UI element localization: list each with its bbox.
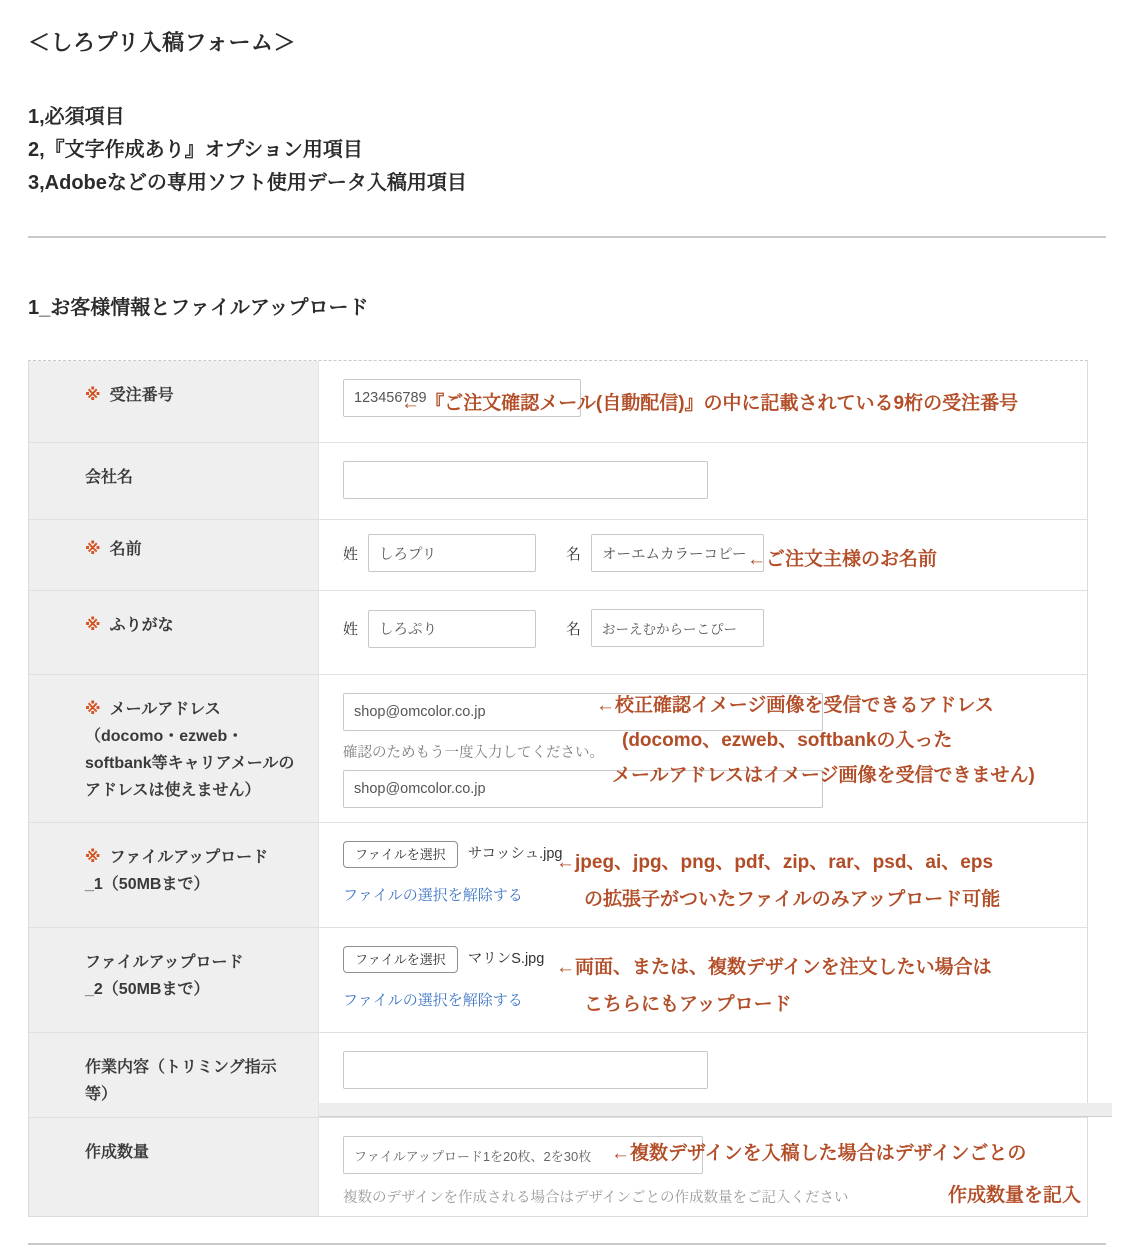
last-furigana-label: 姓	[343, 621, 359, 638]
file1-label-cell	[29, 823, 319, 927]
file2-label-cell	[29, 928, 319, 1032]
row-file-upload-1	[29, 823, 1087, 928]
furigana-content-cell	[319, 591, 1087, 674]
work-content-cell	[319, 1033, 1087, 1117]
intro-line-3: 3,Adobeなどの専用ソフト使用データ入稿用項目	[28, 172, 467, 194]
top-divider	[28, 236, 1106, 238]
required-mark: ※	[85, 617, 101, 634]
email-confirm-note: 確認のためもう一度入力してください。	[343, 745, 604, 761]
order-number-content-cell	[319, 361, 1087, 442]
file2-label-line2: _2（50MBまで）	[85, 981, 210, 998]
company-label: 会社名	[85, 469, 134, 486]
required-mark: ※	[85, 701, 101, 718]
last-name-input[interactable]	[368, 534, 536, 572]
work-label-line2: 等）	[85, 1086, 118, 1103]
file2-select-button[interactable]: ファイルを選択	[343, 946, 458, 973]
name-label: 名前	[109, 541, 142, 558]
file1-select-button[interactable]: ファイルを選択	[343, 841, 458, 868]
row-furigana	[29, 591, 1087, 675]
file1-filename: サコッシュ.jpg	[467, 846, 563, 862]
first-furigana-label: 名	[566, 621, 582, 638]
required-mark: ※	[85, 387, 101, 404]
quantity-annotation: ←複数デザインを入稿した場合はデザインごとの 作成数量を記入	[611, 1143, 1081, 1206]
first-name-label: 名	[566, 545, 582, 563]
quantity-help-text: 複数のデザインを作成される場合はデザインごとの作成数量をご記入ください	[343, 1190, 849, 1206]
email-content-cell	[319, 675, 1087, 822]
furigana-label-cell	[29, 591, 319, 674]
file2-label: ファイルアップロード	[85, 954, 244, 971]
email-label: メールアドレス	[109, 701, 221, 718]
file1-content-cell	[319, 823, 1087, 927]
email-label-note: （docomo・ezweb・softbank等キャリアメールのアドレスは使えません）	[85, 728, 295, 799]
order-number-label-cell	[29, 361, 319, 442]
section-heading: 1_お客様情報とファイルアップロード	[28, 297, 369, 319]
work-details-input[interactable]	[343, 1051, 708, 1089]
company-input[interactable]	[343, 461, 708, 499]
customer-info-table	[28, 360, 1088, 1217]
file2-content-cell	[319, 928, 1087, 1032]
intro-line-2: 2,『文字作成あり』オプション用項目	[28, 139, 363, 161]
first-furigana-input[interactable]	[591, 609, 764, 647]
page-title: ＜しろプリ入稿フォーム＞	[28, 30, 297, 55]
bottom-divider	[28, 1243, 1106, 1245]
required-mark: ※	[85, 541, 101, 558]
file2-annotation: ←両面、または、複数デザインを注文したい場合は こちらにもアップロード	[556, 957, 992, 1015]
row-name	[29, 520, 1087, 591]
file1-clear-link[interactable]: ファイルの選択を解除する	[343, 887, 523, 904]
file2-filename: マリンS.jpg	[467, 951, 545, 967]
row-email	[29, 675, 1087, 823]
order-number-label: 受注番号	[109, 387, 174, 404]
quantity-label: 作成数量	[85, 1144, 150, 1161]
file1-label: ファイルアップロード	[109, 849, 269, 866]
row-company	[29, 443, 1087, 520]
file1-label-line2: _1（50MBまで）	[85, 876, 210, 893]
first-name-input[interactable]	[591, 534, 764, 572]
quantity-label-cell	[29, 1118, 319, 1216]
email-label-cell	[29, 675, 319, 822]
email-annotation: ←校正確認イメージ画像を受信できるアドレス (docomo、ezweb、softbankの入った メールアドレスはイメージ画像を受信できません)	[596, 695, 1035, 786]
quantity-content-cell	[319, 1118, 1087, 1216]
furigana-label: ふりがな	[109, 617, 174, 634]
file2-clear-link[interactable]: ファイルの選択を解除する	[343, 992, 523, 1009]
last-furigana-input[interactable]	[368, 610, 536, 648]
last-name-label: 姓	[343, 545, 359, 563]
company-content-cell	[319, 443, 1087, 519]
row-file-upload-2	[29, 928, 1087, 1033]
name-annotation: ←ご注文主様のお名前	[747, 549, 938, 570]
name-label-cell	[29, 520, 319, 590]
name-content-cell	[319, 520, 1087, 590]
company-label-cell	[29, 443, 319, 519]
row-work-details	[29, 1033, 1087, 1118]
required-mark: ※	[85, 849, 101, 866]
work-label-cell	[29, 1033, 319, 1117]
order-number-annotation: ← 『ご注文確認メール(自動配信)』の中に記載されている9桁の受注番号	[401, 393, 1019, 414]
gray-strip	[319, 1103, 1112, 1117]
intro-line-1: 1,必須項目	[28, 106, 125, 128]
row-order-number	[29, 361, 1087, 443]
intro-list	[28, 101, 1134, 200]
row-quantity	[29, 1118, 1087, 1216]
work-label: 作業内容（トリミング指示	[85, 1059, 277, 1076]
file1-annotation: ←jpeg、jpg、png、pdf、zip、rar、psd、ai、eps の拡張子がついたファイルのみアップロード可能	[556, 852, 1001, 910]
submission-form-page	[0, 26, 1134, 1251]
